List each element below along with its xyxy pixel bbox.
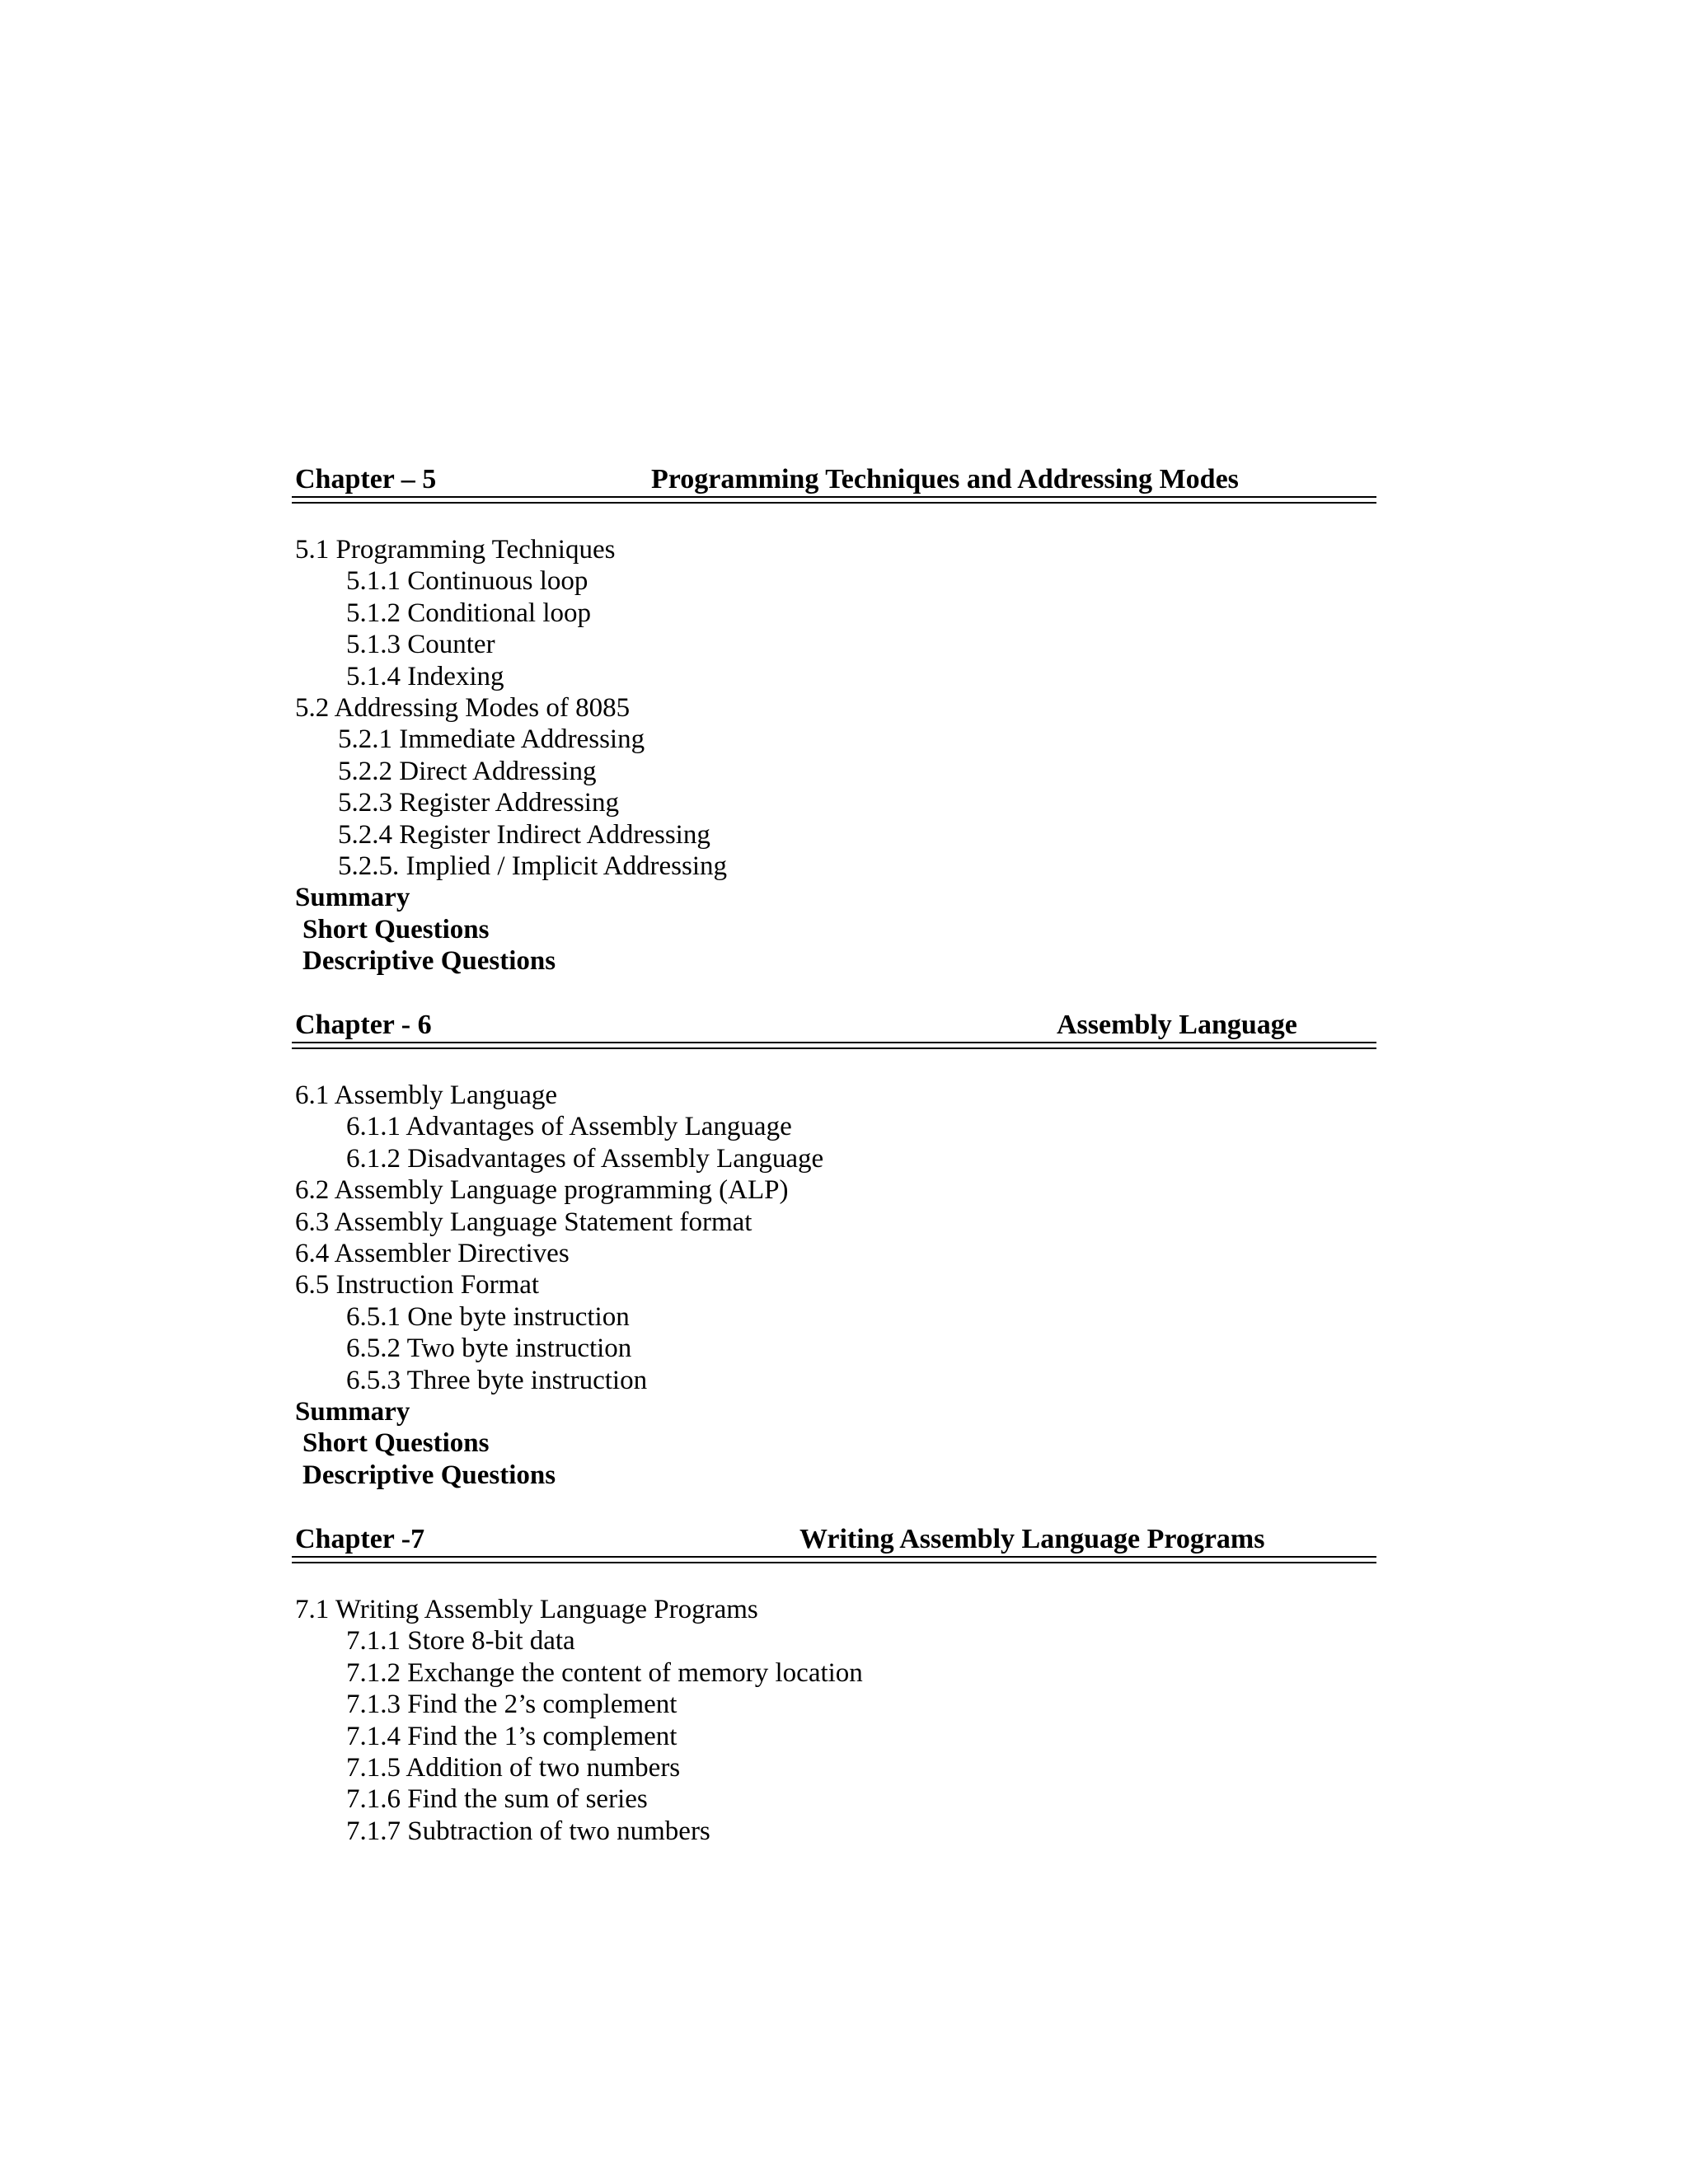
toc-summary: Summary [295, 1396, 410, 1427]
toc-subitem: 5.2.1 Immediate Addressing [338, 724, 645, 755]
toc-subitem: 5.1.2 Conditional loop [346, 598, 591, 628]
toc-subitem: 5.2.3 Register Addressing [338, 788, 619, 818]
chapter-contents [295, 1080, 1367, 1491]
toc-item: 6.3 Assembly Language Statement format [295, 1207, 753, 1237]
toc-subitem: 7.1.3 Find the 2’s complement [346, 1690, 678, 1720]
double-rule [292, 1042, 1376, 1049]
toc-short-questions: Short Questions [302, 914, 490, 944]
chapter-title: Writing Assembly Language Programs [799, 1524, 1265, 1554]
toc-item: 5.2 Addressing Modes of 8085 [295, 692, 631, 723]
toc-subitem: 5.1.4 Indexing [346, 661, 504, 691]
toc-subitem: 5.2.4 Register Indirect Addressing [338, 819, 710, 850]
double-rule [292, 496, 1376, 504]
toc-subitem: 7.1.7 Subtraction of two numbers [346, 1816, 710, 1846]
toc-subitem: 7.1.2 Exchange the content of memory location [346, 1657, 863, 1688]
toc-item: 6.1 Assembly Language [295, 1080, 558, 1110]
toc-item: 5.1 Programming Techniques [295, 535, 616, 565]
toc-short-questions: Short Questions [302, 1428, 490, 1459]
chapter-contents [295, 1594, 1367, 1847]
toc-subitem: 7.1.1 Store 8-bit data [346, 1626, 575, 1657]
toc-item: 7.1 Writing Assembly Language Programs [295, 1595, 758, 1624]
toc-summary: Summary [295, 883, 410, 913]
toc-item: 6.5 Instruction Format [295, 1270, 540, 1301]
chapter-contents [295, 534, 1367, 977]
toc-subitem: 7.1.5 Addition of two numbers [346, 1752, 681, 1783]
toc-subitem: 6.5.3 Three byte instruction [346, 1365, 648, 1395]
toc-subitem: 5.1.1 Continuous loop [346, 566, 588, 597]
toc-subitem: 6.5.1 One byte instruction [346, 1301, 630, 1332]
chapter-number: Chapter -7 [295, 1524, 425, 1554]
chapter-title: Programming Techniques and Addressing Modes [651, 464, 1239, 494]
toc-subitem: 5.2.5. Implied / Implicit Addressing [338, 851, 728, 881]
toc-subitem: 5.2.2 Direct Addressing [338, 756, 597, 786]
chapter-number: Chapter – 5 [295, 464, 437, 494]
toc-descriptive-questions: Descriptive Questions [302, 1460, 556, 1490]
toc-item: 6.2 Assembly Language programming (ALP) [295, 1175, 789, 1206]
toc-subitem: 5.1.3 Counter [346, 630, 495, 660]
toc-subitem: 7.1.6 Find the sum of series [346, 1784, 648, 1815]
double-rule [292, 1556, 1376, 1563]
toc-subitem: 6.1.2 Disadvantages of Assembly Language [346, 1143, 824, 1174]
toc-descriptive-questions: Descriptive Questions [302, 946, 556, 977]
toc-subitem: 6.1.1 Advantages of Assembly Language [346, 1112, 792, 1142]
toc-item: 6.4 Assembler Directives [295, 1238, 570, 1268]
toc-subitem: 7.1.4 Find the 1’s complement [346, 1721, 678, 1751]
toc-subitem: 6.5.2 Two byte instruction [346, 1333, 632, 1364]
chapter-title: Assembly Language [1057, 1010, 1297, 1040]
chapter-number: Chapter - 6 [295, 1010, 432, 1040]
